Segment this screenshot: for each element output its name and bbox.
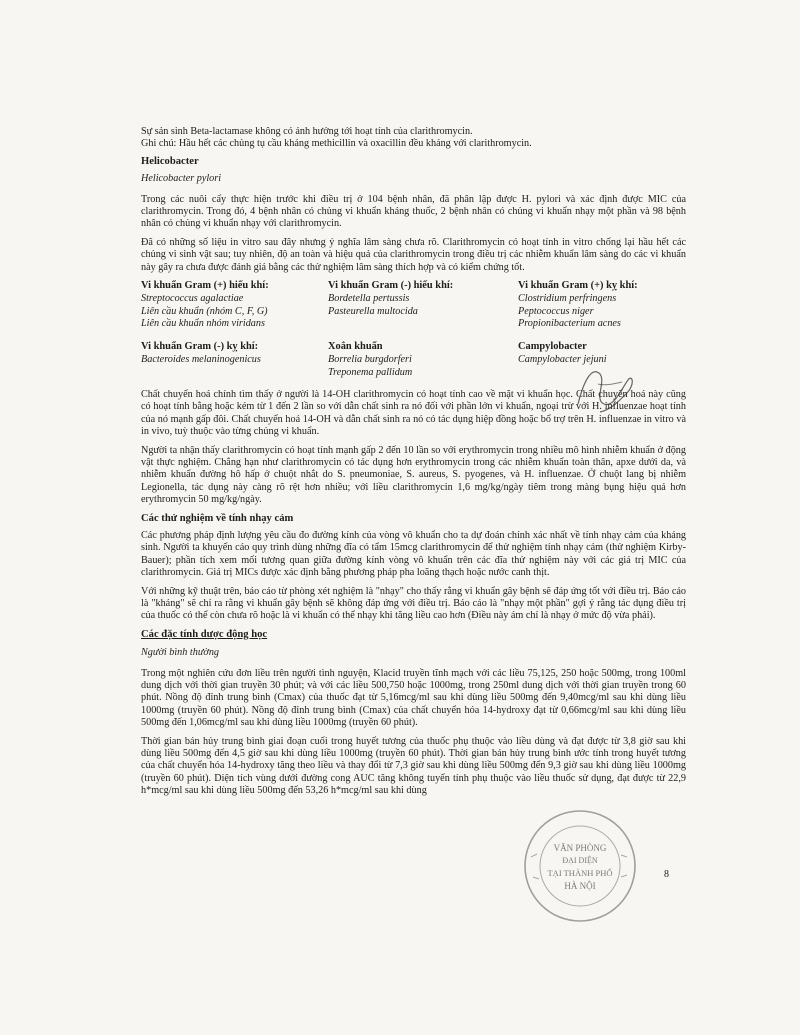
organism-group [141, 280, 328, 331]
susceptibility-paragraph-2: Với những kỹ thuật trên, báo cáo từ phòng xét nghiệm là "nhạy" cho thấy rằng vi khuẩn gây bệnh sẽ đáp ứng tốt với điều trị. Báo cáo là "kháng" sẽ chỉ ra rằng vi khuẩn gây bệnh sẽ không đáp ứng với điều trị. Báo cáo là "nhạy một phần" gợi ý rằng tác dụng điều trị của thuốc có thể còn chưa rõ hoặc là vi khuẩn có thể nhạy khi tăng liều cao hơn (Điều này ám chỉ là nhạy ở mức độ vừa phải). [141, 585, 686, 622]
organism-group [141, 341, 328, 379]
susceptibility-heading: Các thử nghiệm về tính nhạy cảm [141, 512, 294, 524]
organism-item: Peptococcus niger [518, 305, 594, 317]
organism-item: Bordetella pertussis [328, 293, 410, 305]
organism-item: Streptococcus agalactiae [141, 293, 244, 305]
organism-group-title: Vi khuẩn Gram (-) hiếu khí: [328, 280, 454, 292]
helicobacter-paragraph-2: Đã có những số liệu in vitro sau đây nhưng ý nghĩa lâm sàng chưa rõ. Clarithromycin có hoạt tính in vitro chống lại hầu hết các chủng vi sinh vật sau; tuy nhiên, độ an toàn và hiệu quả của clarithromycin trong điều trị các nhiễm khuẩn lâm sàng do các vi khuẩn này gây ra chưa được đánh giá bằng các thử nghiệm lâm sàng thích hợp và có kiểm chứng tốt. [141, 236, 686, 273]
susceptibility-paragraph-1: Các phương pháp định lượng yêu cầu đo đường kính của vòng vô khuẩn cho ta dự đoán chính xác nhất về tính nhạy cảm của kháng sinh. Người ta khuyến cáo quy trình dùng những đĩa có tẩm 15mcg clarithromycin để thử nghiệm tính nhạy cảm (thử nghiệm Kirby-Bauer); phần tích xem mối tương quan giữa đường kính vòng vô khuẩn trên các đĩa thử nghiệm này với các giá trị MIC của clarithromycin. Giá trị MICs được xác định bằng phương pháp pha loãng thạch hoặc nước canh thịt. [141, 529, 686, 579]
organism-item: Treponema pallidum [328, 366, 413, 378]
pharmacokinetics-paragraph-2: Thời gian bán hủy trung bình giai đoạn cuối trong huyết tương của thuốc phụ thuộc vào liều dùng và đạt được từ 3,8 giờ sau khi dùng liều 500mg đến 4,5 giờ sau khi dùng liều 1000mg (truyền 60 phút). Thời gian bán hủy trung bình ước tính trong huyết tương của chất chuyển hóa 14-hydroxy tăng theo liều và thay đổi từ 7,3 giờ sau khi dùng liều 500mg đến 9,3 giờ sau khi dùng liều 1000mg (truyền 60 phút). Diện tích vùng dưới đường cong AUC tăng không tuyến tính phụ thuộc vào liều thuốc sử dụng, đạt được từ 22,9 h*mcg/ml sau khi dùng liều 500mg đến 53,26 h*mcg/ml sau khi dùng [141, 735, 686, 797]
document-page [141, 126, 686, 804]
helicobacter-heading: Helicobacter [141, 155, 199, 167]
pharmacokinetics-heading: Các đặc tính dược động học [141, 628, 268, 640]
organisms-grid-row-1 [141, 280, 686, 331]
organism-item: Bacteroides melaninogenicus [141, 354, 261, 366]
organism-item: Pasteurella multocida [328, 305, 418, 317]
stamp-text-top: VĂN PHÒNG [553, 843, 607, 853]
intro-line-1: Sự sản sinh Beta-lactamase không có ảnh hưởng tới hoạt tính của clarithromycin. [141, 126, 473, 137]
organism-group-title: Vi khuẩn Gram (+) hiếu khí: [141, 280, 269, 292]
page-number: 8 [664, 869, 669, 880]
office-stamp [521, 807, 639, 925]
helicobacter-paragraph-1: Trong các nuôi cấy thực hiện trước khi điều trị ở 104 bệnh nhân, đã phân lập được H. pylori và xác định được MIC của clarithromycin. Trong đó, 4 bệnh nhân có chủng vi khuẩn kháng thuốc, 2 bệnh nhân có chủng vi khuẩn nhạy một phần và 98 bệnh nhân có chủng vi khuẩn nhạy với clarithromycin. [141, 193, 686, 230]
stamp-text-mid: ĐẠI DIỆN [562, 856, 598, 865]
organism-group [328, 280, 518, 331]
pharmacokinetics-paragraph-1: Trong một nghiên cứu đơn liều trên người tình nguyện, Klacid truyền tĩnh mạch với các liều 75,125, 250 hoặc 500mg, trong 100ml dung dịch với thời gian truyền 30 phút; và với các liều 500,750 hoặc 1000mg, trong 250ml dung dịch với thời gian truyền trong 60 phút. Nồng độ đỉnh trung bình (Cmax) của thuốc đạt từ 5,16mcg/ml sau khi dùng liều 500mg đến 9,40mcg/ml sau khi dùng liều 1000mg (truyền 60 phút). Nồng độ đỉnh trung bình (Cmax) của chất chuyển hóa 14-hydroxy đạt từ 0,66mcg/ml sau khi dùng liều 500mg đến 1,06mcg/ml sau khi dùng liều 1000mg (truyền 60 phút). [141, 667, 686, 729]
pharmacokinetics-subheading: Người bình thường [141, 647, 220, 659]
organism-item: Propionibacterium acnes [518, 318, 621, 330]
organism-item: Borrelia burgdorferi [328, 354, 412, 366]
organism-group [328, 341, 518, 379]
intro-line-2: Ghi chú: Hầu hết các chủng tụ cầu kháng methicillin và oxacillin đều kháng với clarithromycin. [141, 138, 532, 150]
organism-group [518, 280, 686, 331]
stamp-text-bottom: HÀ NỘI [564, 881, 596, 891]
organism-item: Liên cầu khuẩn nhóm viridans [141, 318, 265, 330]
organism-group-title: Campylobacter [518, 340, 587, 352]
stamp-text-city: TẠI THÀNH PHỐ [547, 868, 613, 878]
organism-item: Campylobacter jejuni [518, 354, 607, 366]
metabolite-paragraph-2: Người ta nhận thấy clarithromycin có hoạt tính mạnh gấp 2 đến 10 lần so với erythromycin trong nhiều mô hình nhiễm khuẩn ở động vật thực nghiệm. Chẳng hạn như clarithromycin có tác dụng hơn erythromycin trong các nhiễm khuẩn toàn thân, apxe dưới da, và nhiễm khuẩn đường hô hấp ở chuột nhắt do S. pneumoniae, S. aureus, S. pyogenes, và H. influenzae. Ở chuột lang bị nhiễm Legionella, tác dụng này càng rõ rệt hơn nhiều; với liều clarithromycin 1,6 mg/kg/ngày tiêm trong màng bụng hiệu quả hơn erythromycin 50 mg/kg/ngày. [141, 444, 686, 506]
organism-item: Clostridium perfringens [518, 293, 617, 305]
organism-item: Liên cầu khuẩn (nhóm C, F, G) [141, 305, 268, 317]
signature-mark [570, 360, 640, 420]
metabolite-paragraph-1: Chất chuyển hoá chính tìm thấy ở người là 14-OH clarithromycin có hoạt tính cao về mặt vi khuẩn học. Chất chuyển hoá này cũng có hoạt tính bằng hoặc kém từ 1 đến 2 lần so với dẫn chất sinh ra nó đối với phần lớn vi khuẩn, ngoại trừ với H. influenzae hoạt tính của nó mạnh gấp đôi. Chất chuyển hoá 14-OH và dẫn chất sinh ra nó có tác dụng hiệp đồng hoặc bổ trợ trên H. influenzae in vitro và in vivo, tuỳ thuộc vào từng chủng vi khuẩn. [141, 388, 686, 438]
organism-group-title: Xoắn khuẩn [328, 340, 383, 352]
helicobacter-species: Helicobacter pylori [141, 173, 222, 185]
organism-group-title: Vi khuẩn Gram (+) kỵ khí: [518, 280, 638, 292]
organism-group-title: Vi khuẩn Gram (-) kỵ khí: [141, 340, 259, 352]
